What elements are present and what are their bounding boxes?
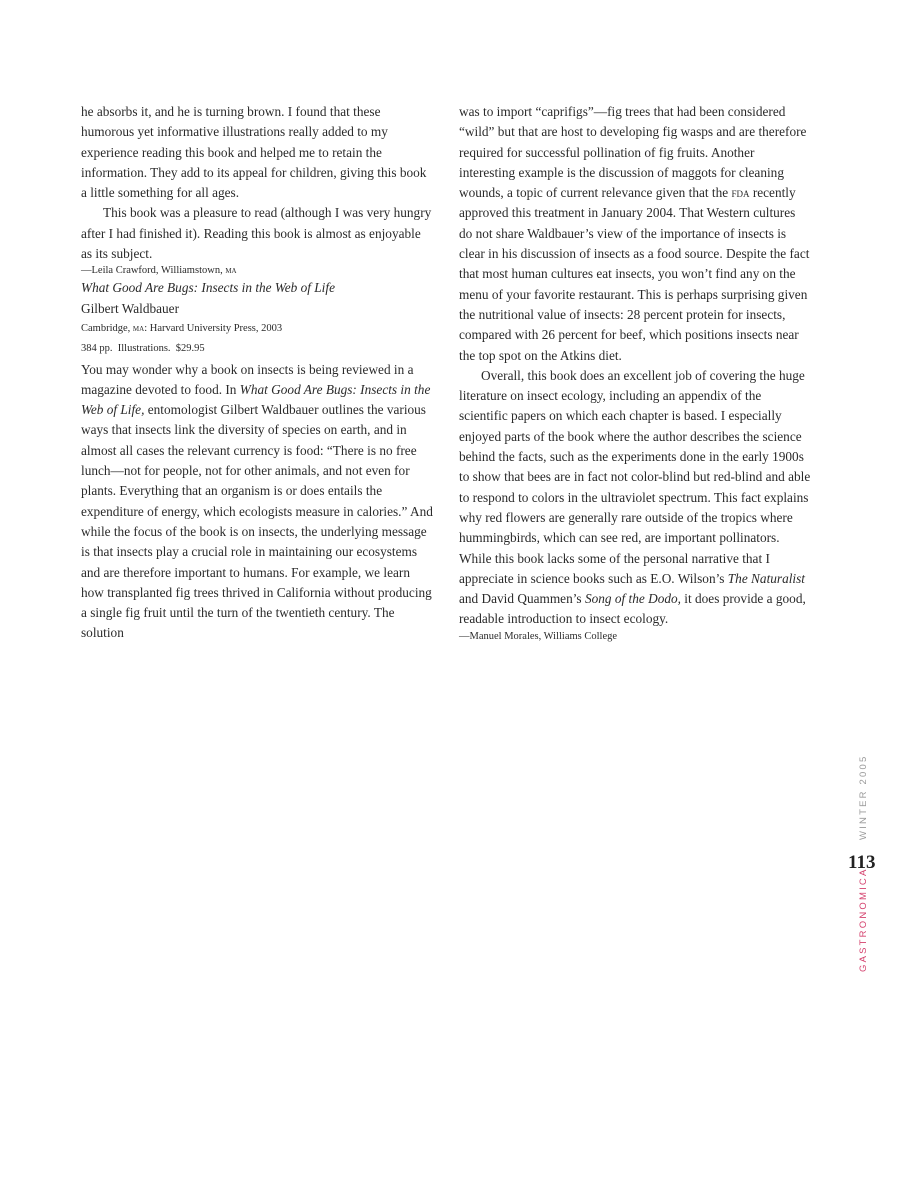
- signoff-state: ma: [225, 265, 237, 277]
- publisher-state: ma: [132, 322, 145, 334]
- reviewer-signoff: [81, 264, 433, 278]
- review-text: was to import “caprifigs”—fig trees that had been considered “wild” but that are host to developing fig wasps and are therefore required for successful pollination of fig fruits. Another interesting example is the discussion of maggots for cleaning wounds, a topic of current relevance given that the: [459, 104, 807, 201]
- reviewer-signoff: —Manuel Morales, Williams College: [459, 630, 618, 642]
- fda-abbrev: fda: [731, 185, 750, 201]
- book-details: 384 pp. Illustrations. $29.95: [81, 343, 205, 355]
- book-publisher: [81, 319, 433, 339]
- review-text: You may wonder why a book on insects is being reviewed in a magazine devoted to food. In: [81, 361, 414, 397]
- body-paragraph: he absorbs it, and he is turning brown. I found that these humorous yet informative illustrations really added to my experience reading this book and helped me to retain the information. They add to its appeal for children, giving this book a little something for all ages.: [81, 104, 427, 201]
- cited-title: Song of the Dodo,: [584, 591, 681, 607]
- signoff-name: —Leila Crawford, Williamstown,: [81, 265, 223, 277]
- book-author: Gilbert Waldbauer: [81, 300, 180, 316]
- publisher-city: Cambridge,: [81, 322, 131, 334]
- page-number: 113: [848, 852, 876, 873]
- publisher-name: : Harvard University Press, 2003: [144, 322, 283, 334]
- review-text: Overall, this book does an excellent job of covering the huge literature on insect ecology, including an appendix of the scientific papers on which each chapter is based. I especially enjoyed parts of the book where the author describes the science behind the facts, such as the experiments done in the early 1900s to show that bees are in fact not color-blind but red-blind and able to respond to colors in the ultraviolet spectrum. This fact explains why red flowers are generally rare outside of the tropics where hummingbirds, which can see red, are important pollinators. While this book lacks some of the personal narrative that I appreciate in science books such as E.O. Wilson’s: [459, 367, 811, 586]
- cited-title: The Naturalist: [727, 570, 805, 586]
- body-paragraph: [459, 102, 811, 366]
- review-text: entomologist Gilbert Waldbauer outlines the various ways that insects link the diversity of species on earth, and in almost all cases the relevant currency is food: “There is no free lunch—not for people, not for other animals, and not even for plants. Everything that an organism is or does entails the expenditure of energy, which ecologists measure in calories.” And while the focus of the book is on insects, the underlying message is that insects play a crucial role in maintaining our ecosystems and are therefore important to humans. For example, we learn how transplanted fig trees thrived in California without producing a single fig fruit until the turn of the twentieth century. The solution: [81, 402, 433, 641]
- left-column: [81, 102, 433, 644]
- review-text: it does provide a good, readable introduction to insect ecology.: [459, 591, 806, 627]
- book-title: What Good Are Bugs: Insects in the Web of Life: [81, 280, 335, 296]
- review-text: recently approved this treatment in January 2004. That Western cultures do not share Waldbauer’s view of the importance of insects is clear in his discussion of insects as a food source. Despite the fact that most human cultures eat insects, you won’t find any on the menu of your favorite restaurant. This is perhaps surprising given the nutritional value of insects: 28 percent protein for insects, compared with 26 percent for beef, which positions insects near the top spot on the Atkins diet.: [459, 185, 810, 363]
- right-column: [459, 102, 811, 644]
- review-text: and David Quammen’s: [459, 591, 585, 607]
- body-paragraph: [459, 366, 811, 630]
- review-paragraph: [81, 360, 433, 644]
- magazine-name: GASTRONOMICA: [858, 867, 869, 972]
- issue-label: WINTER 2005: [858, 754, 869, 840]
- body-paragraph: This book was a pleasure to read (although I was very hungry after I had finished it). Reading this book is almost as enjoyable as its subject.: [81, 205, 432, 262]
- review-book-title: What Good Are Bugs: Insects in the Web of Life,: [81, 381, 431, 418]
